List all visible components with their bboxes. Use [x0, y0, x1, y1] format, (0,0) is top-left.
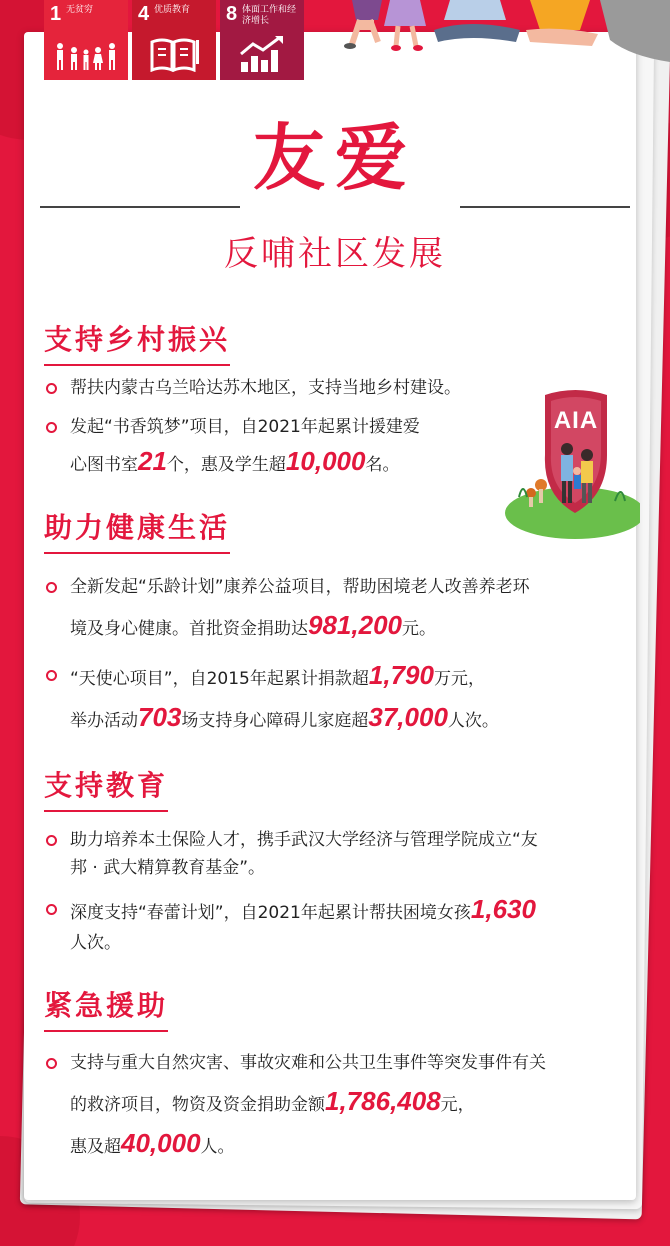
text: 惠及超 [70, 1137, 121, 1157]
text: 境及身心健康。首批资金捐助达 [70, 619, 308, 639]
highlight-number: 1,786,408 [325, 1086, 441, 1116]
list-item [46, 656, 636, 740]
people-illustration [330, 0, 670, 64]
text: 元。 [401, 619, 436, 639]
item-text-line1 [46, 656, 636, 698]
sdg-label: 优质教育 [154, 5, 191, 15]
bullet-icon [46, 582, 57, 593]
sdg-number: 8 [226, 3, 238, 25]
family-icon [52, 36, 120, 72]
text: 个，惠及学生超 [166, 455, 286, 475]
sdg-label: 体面工作和经济增长 [242, 5, 297, 26]
bullet-icon [46, 835, 57, 846]
text: 深度支持“春蕾计划”，自2021年起累计帮扶困境女孩 [70, 903, 471, 923]
item-text: 帮扶内蒙古乌兰哈达苏木地区，支持当地乡村建设。 [70, 378, 461, 398]
bullet-icon [46, 1058, 57, 1069]
page-title: 友爱 [252, 116, 417, 200]
text: 场支持身心障碍儿家庭超 [181, 711, 369, 731]
highlight-number: 40,000 [121, 1128, 201, 1158]
text: 心图书室 [70, 455, 138, 475]
badge-text: AIA [553, 407, 599, 434]
text: 的救济项目，物资及资金捐助金额 [70, 1095, 325, 1115]
section-heading-rural: 支持乡村振兴 [44, 318, 230, 366]
item-text-line2: 人次。 [70, 933, 121, 953]
text: 元， [440, 1095, 475, 1115]
bullet-icon [46, 904, 57, 915]
highlight-number: 981,200 [308, 610, 402, 640]
sdg-label: 无贫穷 [66, 5, 94, 15]
highlight-number: 21 [138, 446, 167, 476]
list-item [46, 894, 636, 958]
item-text-line2 [46, 1082, 636, 1124]
list-item [46, 568, 636, 648]
item-text-line1 [46, 894, 636, 928]
book-icon [140, 36, 208, 72]
item-text-line3 [46, 1124, 636, 1166]
sdg-tiles [44, 0, 304, 80]
text: 人次。 [447, 711, 499, 731]
highlight-number: 703 [138, 702, 182, 732]
list-item [46, 1044, 636, 1166]
item-text-line2 [46, 606, 636, 648]
aia-badge-illustration [495, 385, 640, 545]
item-text: 发起“书香筑梦”项目，自2021年起累计援建爱 [70, 417, 420, 437]
item-text: 支持与重大自然灾害、事故灾难和公共卫生事件等突发事件有关 [70, 1053, 546, 1073]
item-text: 助力培养本土保险人才，携手武汉大学经济与管理学院成立“友 [70, 830, 538, 850]
title-block [0, 118, 670, 198]
sdg-number: 1 [50, 3, 62, 25]
text: 举办活动 [70, 711, 138, 731]
highlight-number: 1,790 [368, 660, 434, 690]
growth-chart-icon [228, 36, 296, 72]
list-item [46, 826, 636, 882]
text: 名。 [365, 455, 400, 475]
section-heading-health: 助力健康生活 [44, 506, 230, 554]
item-text-line2 [46, 698, 636, 740]
section-heading-education: 支持教育 [44, 764, 168, 812]
bullet-icon [46, 422, 57, 433]
sdg-number: 4 [138, 3, 150, 25]
bullet-icon [46, 383, 57, 394]
section-heading-emergency: 紧急援助 [44, 984, 168, 1032]
sdg-tile-decent-work [220, 0, 304, 80]
bullet-icon [46, 670, 57, 681]
sdg-tile-no-poverty [44, 0, 128, 80]
item-text-line2: 邦 · 武大精算教育基金”。 [70, 858, 266, 878]
text: 人。 [200, 1137, 235, 1157]
highlight-number: 1,630 [470, 894, 536, 924]
title-divider-left [40, 206, 240, 208]
text: “天使心项目”，自2015年起累计捐款超 [70, 669, 369, 689]
highlight-number: 10,000 [285, 446, 366, 476]
sdg-tile-quality-education [132, 0, 216, 80]
text: 万元， [433, 669, 485, 689]
page-subtitle: 反哺社区发展 [224, 234, 446, 274]
item-text: 全新发起“乐龄计划”康养公益项目，帮助困境老人改善养老环 [70, 577, 530, 597]
title-divider-right [460, 206, 630, 208]
highlight-number: 37,000 [368, 702, 448, 732]
